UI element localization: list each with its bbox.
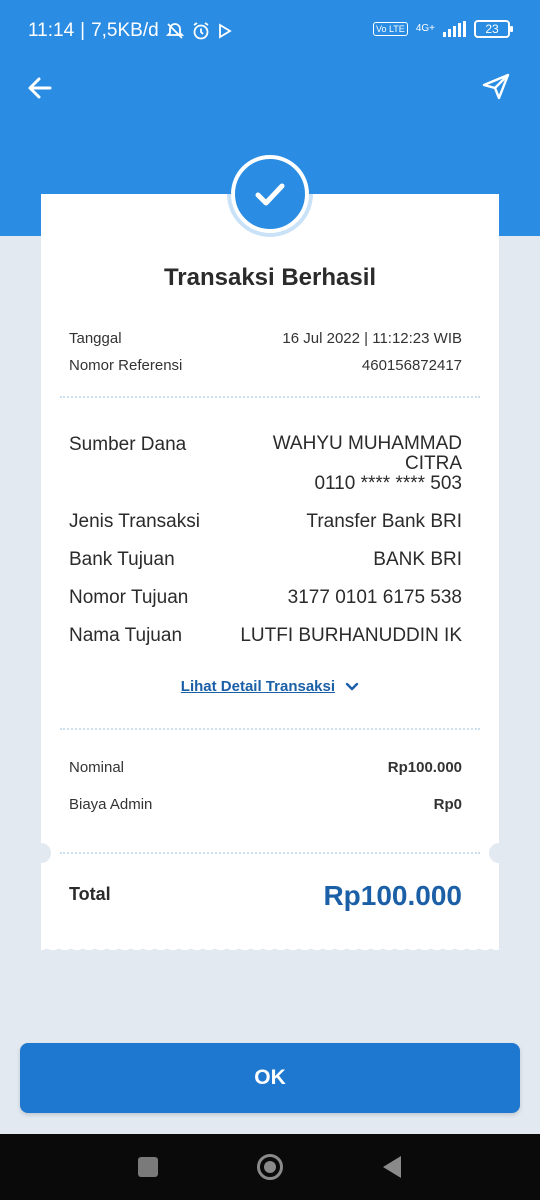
source-name-line1: WAHYU MUHAMMAD (272, 433, 462, 454)
view-detail-label: Lihat Detail Transaksi (180, 678, 336, 695)
reference-label: Nomor Referensi (69, 357, 183, 374)
reference-row (69, 357, 462, 374)
notifications-off-icon (165, 21, 185, 41)
status-time: 11:14 (28, 20, 75, 41)
detail-label: Bank Tujuan (69, 549, 175, 570)
date-label: Tanggal (69, 330, 122, 347)
reference-value: 460156872417 (361, 357, 462, 374)
detail-label: Nomor Tujuan (69, 587, 189, 608)
recents-icon[interactable] (137, 1156, 159, 1178)
detail-label: Nama Tujuan (69, 625, 183, 646)
source-label: Sumber Dana (69, 434, 187, 455)
volte-indicator: Vo LTE (373, 22, 408, 36)
share-button[interactable] (480, 70, 516, 106)
detail-value: BANK BRI (373, 549, 462, 570)
receipt-card (41, 194, 499, 950)
status-speed: 7,5KB/d (91, 20, 159, 41)
detail-value: Transfer Bank BRI (306, 511, 462, 532)
network-type: 4G+ (415, 23, 435, 34)
status-bar (0, 0, 540, 64)
detail-label: Jenis Transaksi (69, 511, 200, 532)
receipt-notch-left (31, 843, 51, 863)
status-separator: | (80, 20, 86, 41)
source-account: 0110 **** **** 503 (314, 473, 462, 494)
amount-row (69, 796, 462, 813)
alarm-icon (191, 21, 211, 41)
amount-value: Rp100.000 (387, 759, 462, 776)
signal-icon (443, 21, 466, 37)
amount-label: Nominal (69, 759, 125, 776)
amount-label: Biaya Admin (69, 796, 153, 813)
amount-value: Rp0 (433, 796, 462, 813)
detail-row (69, 587, 462, 609)
divider (60, 852, 480, 854)
receipt-title: Transaksi Berhasil (163, 264, 377, 291)
home-icon[interactable] (256, 1153, 284, 1181)
ok-button[interactable]: OK (20, 1043, 520, 1113)
total-value: Rp100.000 (323, 880, 462, 911)
detail-row (69, 549, 462, 571)
date-row (69, 330, 462, 347)
detail-row (69, 511, 462, 533)
back-button[interactable] (22, 70, 58, 106)
amount-row (69, 759, 462, 776)
detail-row (69, 625, 462, 647)
detail-value: LUTFI BURHANUDDIN IK (240, 625, 462, 646)
send-icon (480, 70, 512, 102)
detail-value: 3177 0101 6175 538 (287, 587, 462, 608)
date-value: 16 Jul 2022 | 11:12:23 WIB (282, 330, 462, 347)
view-detail-link[interactable] (41, 678, 499, 695)
battery-indicator: 23 (474, 20, 510, 38)
receipt-bottom-edge (41, 943, 499, 953)
divider (60, 396, 480, 398)
arrow-left-icon (22, 70, 58, 106)
back-nav-icon[interactable] (381, 1155, 403, 1179)
check-icon (250, 174, 290, 214)
total-label: Total (69, 884, 111, 904)
play-store-icon (217, 23, 233, 39)
receipt-notch-right (489, 843, 509, 863)
success-badge (231, 155, 309, 233)
system-nav-bar (0, 1134, 540, 1200)
source-name-line2: CITRA (405, 453, 462, 474)
divider (60, 728, 480, 730)
chevron-down-icon (345, 682, 359, 692)
source-row (69, 434, 462, 494)
